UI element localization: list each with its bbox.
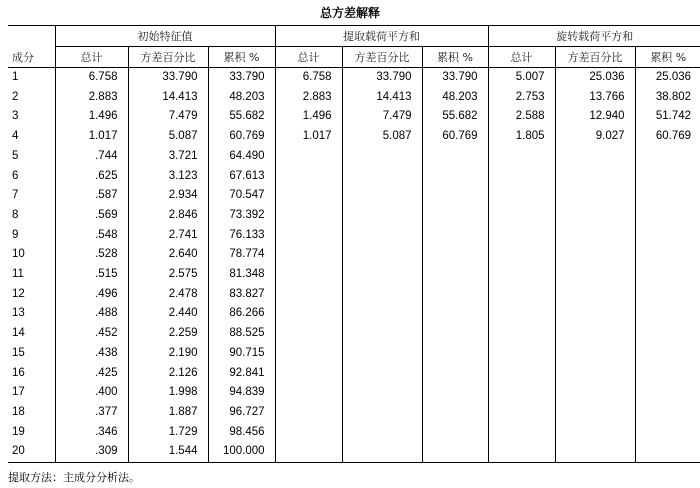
value-cell bbox=[555, 324, 635, 344]
value-cell bbox=[635, 344, 700, 364]
sub-variance: 方差百分比 bbox=[555, 47, 635, 68]
value-cell: 7.479 bbox=[342, 107, 422, 127]
value-cell bbox=[555, 344, 635, 364]
value-cell: 81.348 bbox=[208, 265, 275, 285]
value-cell: 33.790 bbox=[422, 68, 488, 88]
value-cell bbox=[555, 265, 635, 285]
value-cell: 33.790 bbox=[342, 68, 422, 88]
table-row bbox=[8, 423, 700, 443]
value-cell: .438 bbox=[55, 344, 128, 364]
value-cell: 98.456 bbox=[208, 423, 275, 443]
value-cell: 2.753 bbox=[488, 88, 555, 108]
value-cell bbox=[342, 344, 422, 364]
component-number: 9 bbox=[12, 228, 19, 241]
value-cell: 6.758 bbox=[275, 68, 342, 88]
value-cell: .425 bbox=[55, 364, 128, 384]
value-cell bbox=[635, 167, 700, 187]
component-number: 16 bbox=[12, 366, 25, 379]
value-cell: 64.490 bbox=[208, 147, 275, 167]
value-cell bbox=[635, 186, 700, 206]
value-cell bbox=[422, 304, 488, 324]
value-cell bbox=[635, 403, 700, 423]
value-cell bbox=[488, 344, 555, 364]
value-cell bbox=[555, 245, 635, 265]
value-cell: 2.846 bbox=[128, 206, 208, 226]
value-cell: 2.934 bbox=[128, 186, 208, 206]
value-cell: 38.802 bbox=[635, 88, 700, 108]
value-cell bbox=[342, 186, 422, 206]
value-cell bbox=[555, 226, 635, 246]
value-cell: 78.774 bbox=[208, 245, 275, 265]
value-cell bbox=[488, 442, 555, 462]
value-cell bbox=[342, 403, 422, 423]
table-row bbox=[8, 107, 700, 127]
component-number: 18 bbox=[12, 405, 25, 418]
component-number: 15 bbox=[12, 346, 25, 359]
value-cell bbox=[422, 226, 488, 246]
value-cell: 88.525 bbox=[208, 324, 275, 344]
value-cell: .528 bbox=[55, 245, 128, 265]
value-cell: 83.827 bbox=[208, 285, 275, 305]
value-cell: 2.478 bbox=[128, 285, 208, 305]
value-cell: 5.087 bbox=[342, 127, 422, 147]
value-cell bbox=[635, 324, 700, 344]
value-cell: 1.887 bbox=[128, 403, 208, 423]
component-number: 19 bbox=[12, 425, 25, 438]
value-cell: 7.479 bbox=[128, 107, 208, 127]
value-cell: 92.841 bbox=[208, 364, 275, 384]
value-cell bbox=[275, 245, 342, 265]
value-cell bbox=[342, 285, 422, 305]
value-cell bbox=[635, 304, 700, 324]
value-cell: 1.729 bbox=[128, 423, 208, 443]
value-cell: 100.000 bbox=[208, 442, 275, 462]
value-cell: 2.575 bbox=[128, 265, 208, 285]
value-cell: 1.017 bbox=[275, 127, 342, 147]
value-cell: 76.133 bbox=[208, 226, 275, 246]
value-cell bbox=[555, 285, 635, 305]
value-cell bbox=[555, 383, 635, 403]
value-cell bbox=[488, 265, 555, 285]
value-cell: 2.883 bbox=[55, 88, 128, 108]
value-cell bbox=[635, 226, 700, 246]
component-number: 7 bbox=[12, 189, 19, 202]
component-number: 14 bbox=[12, 327, 25, 340]
value-cell bbox=[488, 383, 555, 403]
value-cell: 60.769 bbox=[635, 127, 700, 147]
value-cell bbox=[422, 442, 488, 462]
value-cell bbox=[275, 304, 342, 324]
value-cell bbox=[635, 285, 700, 305]
value-cell bbox=[342, 265, 422, 285]
table-title: 总方差解释 bbox=[319, 6, 380, 20]
value-cell bbox=[555, 147, 635, 167]
table-row bbox=[8, 147, 700, 167]
value-cell bbox=[635, 265, 700, 285]
footnote: 提取方法：主成分分析法。 bbox=[8, 471, 140, 484]
component-number: 6 bbox=[12, 169, 19, 182]
value-cell: 55.682 bbox=[422, 107, 488, 127]
value-cell: .452 bbox=[55, 324, 128, 344]
value-cell: 25.036 bbox=[635, 68, 700, 88]
value-cell: 2.741 bbox=[128, 226, 208, 246]
value-cell bbox=[555, 442, 635, 462]
value-cell bbox=[275, 206, 342, 226]
value-cell bbox=[342, 383, 422, 403]
value-cell bbox=[635, 383, 700, 403]
component-number: 1 bbox=[12, 71, 19, 83]
table-row bbox=[8, 206, 700, 226]
value-cell: .309 bbox=[55, 442, 128, 462]
value-cell bbox=[422, 206, 488, 226]
table-row bbox=[8, 265, 700, 285]
table-row bbox=[8, 304, 700, 324]
value-cell bbox=[488, 245, 555, 265]
value-cell: 51.742 bbox=[635, 107, 700, 127]
value-cell: 86.266 bbox=[208, 304, 275, 324]
value-cell bbox=[555, 364, 635, 384]
value-cell: 2.126 bbox=[128, 364, 208, 384]
component-number: 2 bbox=[12, 90, 19, 103]
value-cell: 2.883 bbox=[275, 88, 342, 108]
value-cell bbox=[342, 226, 422, 246]
value-cell: 33.790 bbox=[128, 68, 208, 88]
value-cell: 48.203 bbox=[422, 88, 488, 108]
value-cell bbox=[635, 364, 700, 384]
value-cell bbox=[422, 285, 488, 305]
component-number: 5 bbox=[12, 149, 19, 162]
table-row bbox=[8, 88, 700, 108]
value-cell: 2.190 bbox=[128, 344, 208, 364]
value-cell: .377 bbox=[55, 403, 128, 423]
value-cell: 3.721 bbox=[128, 147, 208, 167]
value-cell: 5.087 bbox=[128, 127, 208, 147]
value-cell bbox=[422, 344, 488, 364]
value-cell: 94.839 bbox=[208, 383, 275, 403]
value-cell: 14.413 bbox=[128, 88, 208, 108]
value-cell: 1.998 bbox=[128, 383, 208, 403]
header-rotation: 旋转载荷平方和 bbox=[488, 26, 700, 47]
value-cell bbox=[488, 226, 555, 246]
value-cell bbox=[488, 364, 555, 384]
component-number: 8 bbox=[12, 208, 19, 221]
value-cell: 1.544 bbox=[128, 442, 208, 462]
table-row bbox=[8, 127, 700, 147]
value-cell: 1.496 bbox=[55, 107, 128, 127]
value-cell: 6.758 bbox=[55, 68, 128, 88]
component-number: 4 bbox=[12, 130, 19, 143]
value-cell bbox=[342, 167, 422, 187]
value-cell bbox=[555, 206, 635, 226]
table-row bbox=[8, 442, 700, 462]
value-cell bbox=[342, 423, 422, 443]
table-row bbox=[8, 245, 700, 265]
value-cell: 2.588 bbox=[488, 107, 555, 127]
sub-total: 总计 bbox=[275, 47, 342, 68]
value-cell bbox=[342, 442, 422, 462]
value-cell bbox=[275, 167, 342, 187]
sub-variance: 方差百分比 bbox=[128, 47, 208, 68]
value-cell bbox=[488, 285, 555, 305]
component-number: 3 bbox=[12, 110, 19, 123]
sub-variance: 方差百分比 bbox=[342, 47, 422, 68]
component-number: 12 bbox=[12, 287, 25, 300]
sub-cumulative: 累积 % bbox=[422, 47, 488, 68]
value-cell: .569 bbox=[55, 206, 128, 226]
value-cell: .744 bbox=[55, 147, 128, 167]
value-cell bbox=[422, 265, 488, 285]
value-cell: 73.392 bbox=[208, 206, 275, 226]
value-cell bbox=[342, 364, 422, 384]
value-cell bbox=[635, 442, 700, 462]
header-component: 成分 bbox=[8, 26, 55, 68]
value-cell: 33.790 bbox=[208, 68, 275, 88]
value-cell bbox=[275, 442, 342, 462]
sub-total: 总计 bbox=[55, 47, 128, 68]
value-cell: .515 bbox=[55, 265, 128, 285]
value-cell bbox=[275, 344, 342, 364]
value-cell bbox=[635, 206, 700, 226]
value-cell bbox=[422, 403, 488, 423]
table-row bbox=[8, 285, 700, 305]
value-cell bbox=[275, 324, 342, 344]
value-cell: 60.769 bbox=[422, 127, 488, 147]
value-cell: 60.769 bbox=[208, 127, 275, 147]
value-cell: .346 bbox=[55, 423, 128, 443]
component-number: 11 bbox=[12, 268, 24, 281]
value-cell bbox=[635, 423, 700, 443]
value-cell bbox=[275, 147, 342, 167]
value-cell bbox=[488, 206, 555, 226]
value-cell: 3.123 bbox=[128, 167, 208, 187]
sub-total: 总计 bbox=[488, 47, 555, 68]
value-cell bbox=[275, 423, 342, 443]
table-row bbox=[8, 226, 700, 246]
value-cell: 2.259 bbox=[128, 324, 208, 344]
value-cell bbox=[342, 206, 422, 226]
value-cell bbox=[275, 186, 342, 206]
value-cell bbox=[488, 423, 555, 443]
value-cell bbox=[275, 265, 342, 285]
component-number: 20 bbox=[8, 442, 55, 462]
value-cell: 14.413 bbox=[342, 88, 422, 108]
value-cell: .625 bbox=[55, 167, 128, 187]
value-cell bbox=[422, 364, 488, 384]
value-cell: .587 bbox=[55, 186, 128, 206]
value-cell: 2.640 bbox=[128, 245, 208, 265]
value-cell: 9.027 bbox=[555, 127, 635, 147]
value-cell: .496 bbox=[55, 285, 128, 305]
value-cell bbox=[555, 167, 635, 187]
value-cell bbox=[342, 245, 422, 265]
value-cell: .488 bbox=[55, 304, 128, 324]
value-cell: 96.727 bbox=[208, 403, 275, 423]
table-row bbox=[8, 167, 700, 187]
value-cell: 5.007 bbox=[488, 68, 555, 88]
value-cell bbox=[488, 147, 555, 167]
value-cell bbox=[488, 304, 555, 324]
table-row bbox=[8, 403, 700, 423]
value-cell: 90.715 bbox=[208, 344, 275, 364]
value-cell bbox=[275, 226, 342, 246]
value-cell bbox=[422, 324, 488, 344]
value-cell bbox=[275, 364, 342, 384]
value-cell bbox=[342, 147, 422, 167]
value-cell bbox=[422, 147, 488, 167]
value-cell: 1.017 bbox=[55, 127, 128, 147]
table-row bbox=[8, 364, 700, 384]
value-cell bbox=[422, 423, 488, 443]
header-initial: 初始特征值 bbox=[55, 26, 275, 47]
value-cell: 67.613 bbox=[208, 167, 275, 187]
value-cell: 48.203 bbox=[208, 88, 275, 108]
value-cell bbox=[555, 423, 635, 443]
value-cell bbox=[275, 383, 342, 403]
value-cell bbox=[635, 245, 700, 265]
variance-table bbox=[8, 25, 700, 463]
value-cell bbox=[422, 167, 488, 187]
table-row bbox=[8, 344, 700, 364]
value-cell bbox=[635, 147, 700, 167]
value-cell bbox=[488, 403, 555, 423]
value-cell: 25.036 bbox=[555, 68, 635, 88]
value-cell bbox=[555, 186, 635, 206]
value-cell bbox=[275, 285, 342, 305]
table-row bbox=[8, 186, 700, 206]
value-cell bbox=[275, 403, 342, 423]
value-cell: .400 bbox=[55, 383, 128, 403]
component-number: 13 bbox=[12, 307, 25, 320]
value-cell: 1.496 bbox=[275, 107, 342, 127]
header-extraction: 提取载荷平方和 bbox=[275, 26, 488, 47]
sub-cumulative: 累积 % bbox=[635, 47, 700, 68]
value-cell: .548 bbox=[55, 226, 128, 246]
value-cell bbox=[342, 304, 422, 324]
value-cell bbox=[488, 324, 555, 344]
value-cell: 13.766 bbox=[555, 88, 635, 108]
component-number: 10 bbox=[12, 248, 25, 261]
component-number: 17 bbox=[12, 386, 25, 399]
value-cell: 2.440 bbox=[128, 304, 208, 324]
value-cell: 55.682 bbox=[208, 107, 275, 127]
value-cell: 1.805 bbox=[488, 127, 555, 147]
value-cell bbox=[422, 245, 488, 265]
value-cell bbox=[555, 304, 635, 324]
value-cell bbox=[422, 383, 488, 403]
table-row bbox=[8, 383, 700, 403]
value-cell bbox=[342, 324, 422, 344]
value-cell: 70.547 bbox=[208, 186, 275, 206]
value-cell: 12.940 bbox=[555, 107, 635, 127]
sub-cumulative: 累积 % bbox=[208, 47, 275, 68]
value-cell bbox=[555, 403, 635, 423]
table-row bbox=[8, 324, 700, 344]
value-cell bbox=[422, 186, 488, 206]
table-row bbox=[8, 68, 700, 88]
value-cell bbox=[488, 167, 555, 187]
value-cell bbox=[488, 186, 555, 206]
